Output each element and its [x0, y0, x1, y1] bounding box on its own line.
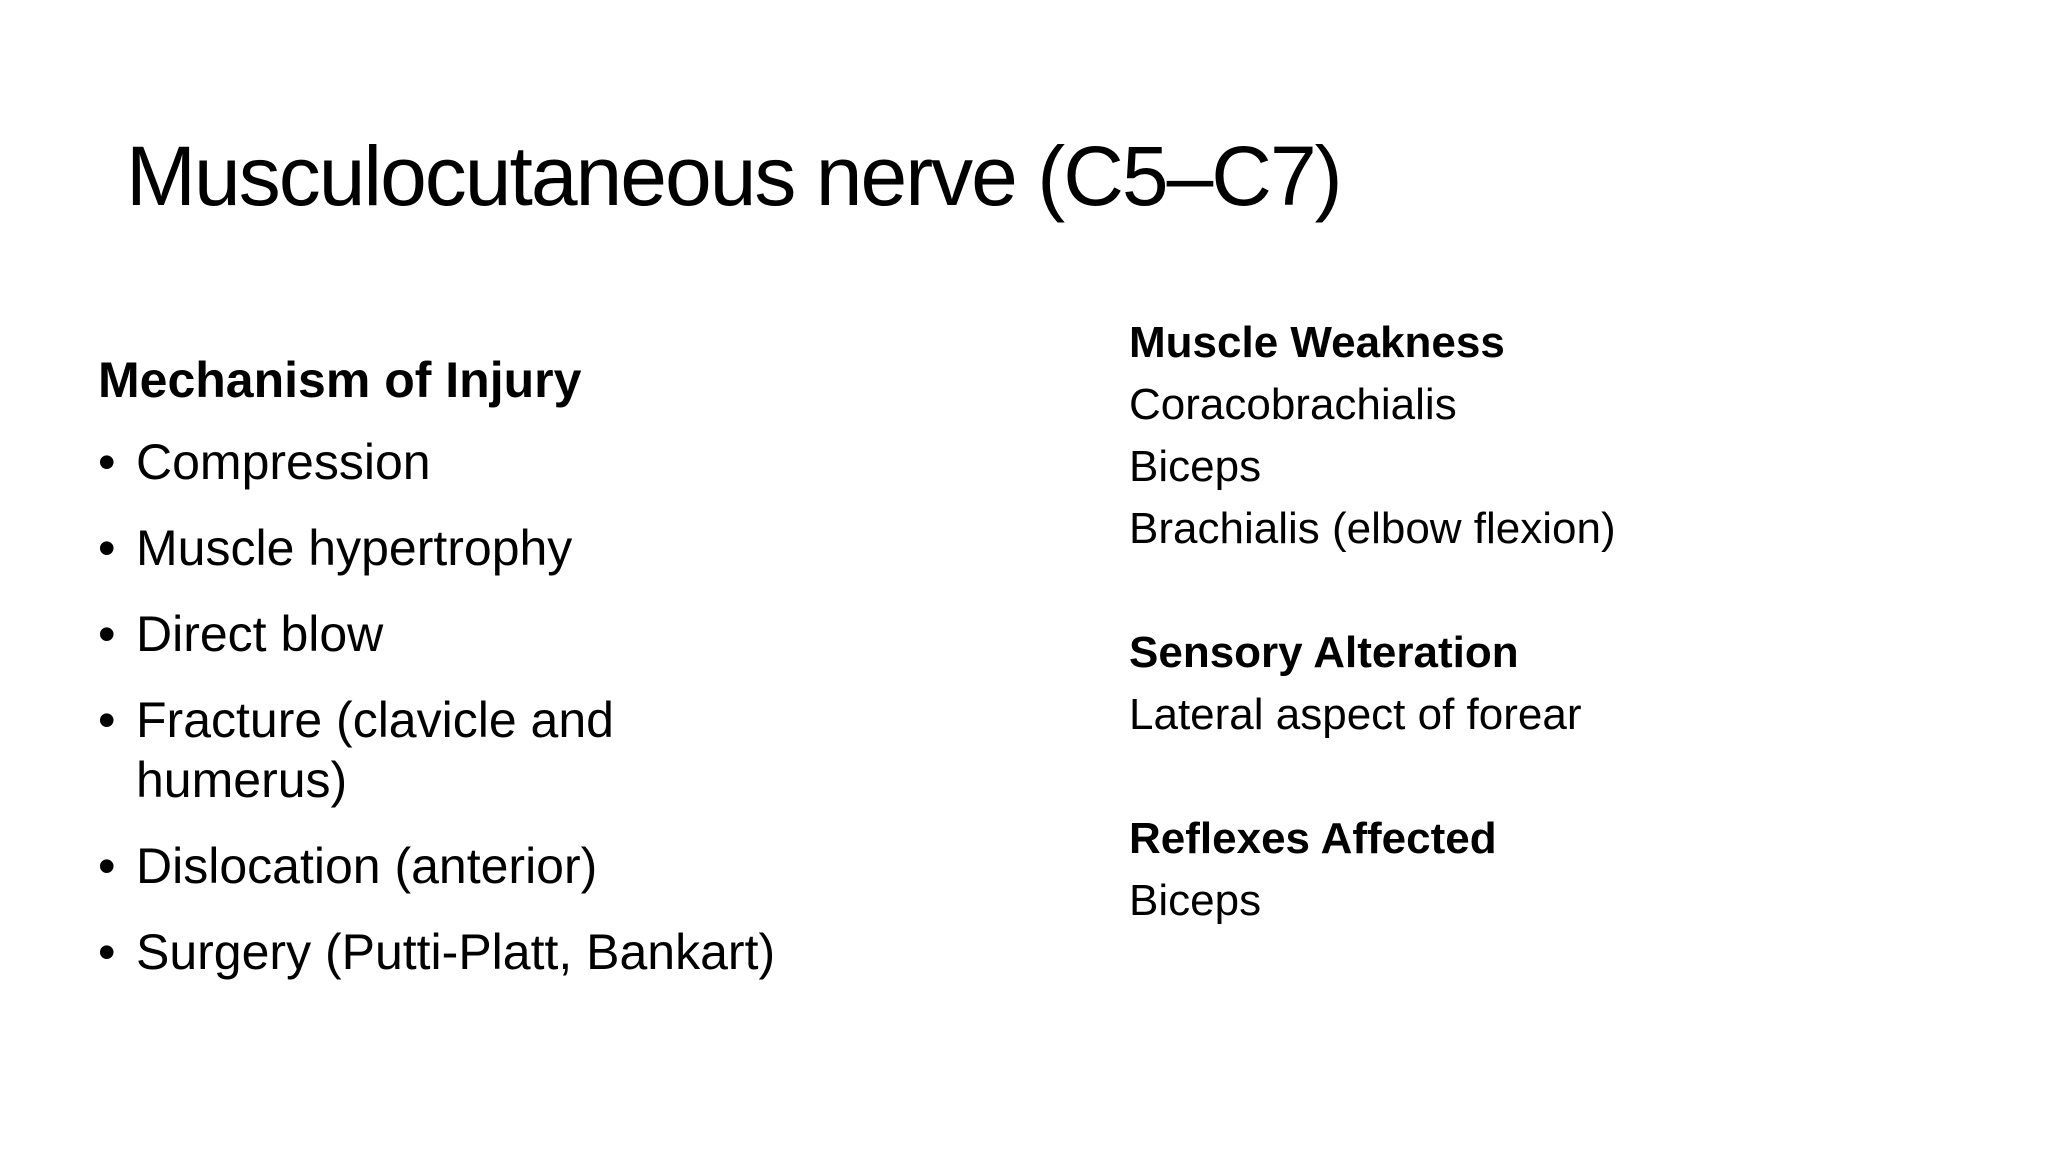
list-item-text: Compression [136, 434, 431, 490]
mechanism-list [98, 432, 838, 982]
bullet-icon: • [98, 838, 116, 894]
muscle-weakness-item: Brachialis (elbow flexion) [1129, 504, 1616, 553]
muscle-weakness-item: Coracobrachialis [1129, 380, 1457, 429]
list-item [98, 432, 776, 492]
list-item-text: Direct blow [136, 606, 384, 662]
muscle-weakness-section [1129, 312, 1949, 560]
list-item [98, 922, 838, 982]
bullet-icon: • [98, 606, 116, 662]
findings-column [1129, 312, 1949, 994]
list-item-text: Surgery (Putti-Platt, Bankart) [136, 924, 776, 980]
muscle-weakness-item: Biceps [1129, 442, 1262, 491]
list-item-text: Muscle hypertrophy [136, 520, 573, 576]
reflexes-affected-heading: Reflexes Affected [1129, 814, 1497, 863]
sensory-alteration-heading: Sensory Alteration [1129, 628, 1519, 677]
sensory-alteration-section [1129, 622, 1949, 746]
list-item [98, 604, 776, 664]
bullet-icon: • [98, 692, 116, 748]
muscle-weakness-heading: Muscle Weakness [1129, 318, 1505, 367]
reflexes-affected-item: Biceps [1129, 876, 1262, 925]
bullet-icon: • [98, 434, 116, 490]
bullet-icon: • [98, 520, 116, 576]
slide-title: Musculocutaneous nerve (C5–C7) [126, 129, 1341, 223]
sensory-alteration-item: Lateral aspect of forear [1129, 690, 1582, 739]
mechanism-column [98, 350, 838, 1008]
list-item [98, 836, 776, 896]
reflexes-affected-section [1129, 808, 1949, 932]
list-item-text: Fracture (clavicle and humerus) [136, 692, 614, 808]
list-item [98, 690, 776, 810]
list-item [98, 518, 776, 578]
list-item-text: Dislocation (anterior) [136, 838, 598, 894]
bullet-icon: • [98, 924, 116, 980]
mechanism-heading: Mechanism of Injury [98, 352, 582, 408]
